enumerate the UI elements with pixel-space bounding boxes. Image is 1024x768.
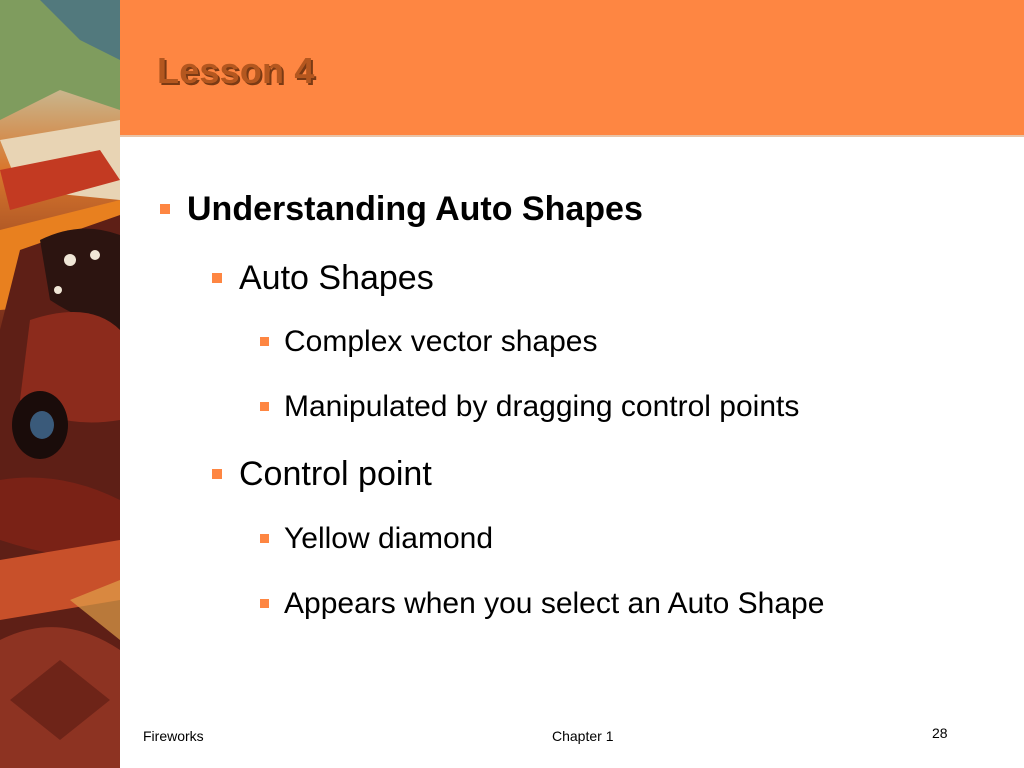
bullet-text: Auto Shapes xyxy=(239,259,434,297)
slide-title: Lesson 4 xyxy=(157,50,315,91)
header-divider xyxy=(120,135,1024,137)
footer-chapter: Chapter 1 xyxy=(552,728,614,744)
slide-number: 28 xyxy=(932,725,948,741)
square-bullet-icon xyxy=(260,337,269,346)
square-bullet-icon xyxy=(212,273,222,283)
bullet-text: Yellow diamond xyxy=(284,522,494,555)
bullet-item xyxy=(284,390,799,424)
bullet-text: Understanding Auto Shapes xyxy=(187,190,643,228)
bullet-item xyxy=(187,190,643,229)
bullet-item xyxy=(284,522,493,556)
square-bullet-icon xyxy=(160,204,170,214)
bullet-item xyxy=(284,587,824,621)
bullet-text: Control point xyxy=(239,455,432,493)
bullet-text: Manipulated by dragging control points xyxy=(284,390,800,423)
square-bullet-icon xyxy=(212,469,222,479)
butterfly-photo xyxy=(0,0,120,768)
bullet-text: Complex vector shapes xyxy=(284,325,598,358)
square-bullet-icon xyxy=(260,599,269,608)
bullet-item xyxy=(284,325,597,359)
footer-course-name: Fireworks xyxy=(143,728,204,744)
square-bullet-icon xyxy=(260,402,269,411)
bullet-text: Appears when you select an Auto Shape xyxy=(284,587,825,620)
square-bullet-icon xyxy=(260,534,269,543)
bullet-item xyxy=(239,259,434,298)
bullet-item xyxy=(239,455,432,494)
